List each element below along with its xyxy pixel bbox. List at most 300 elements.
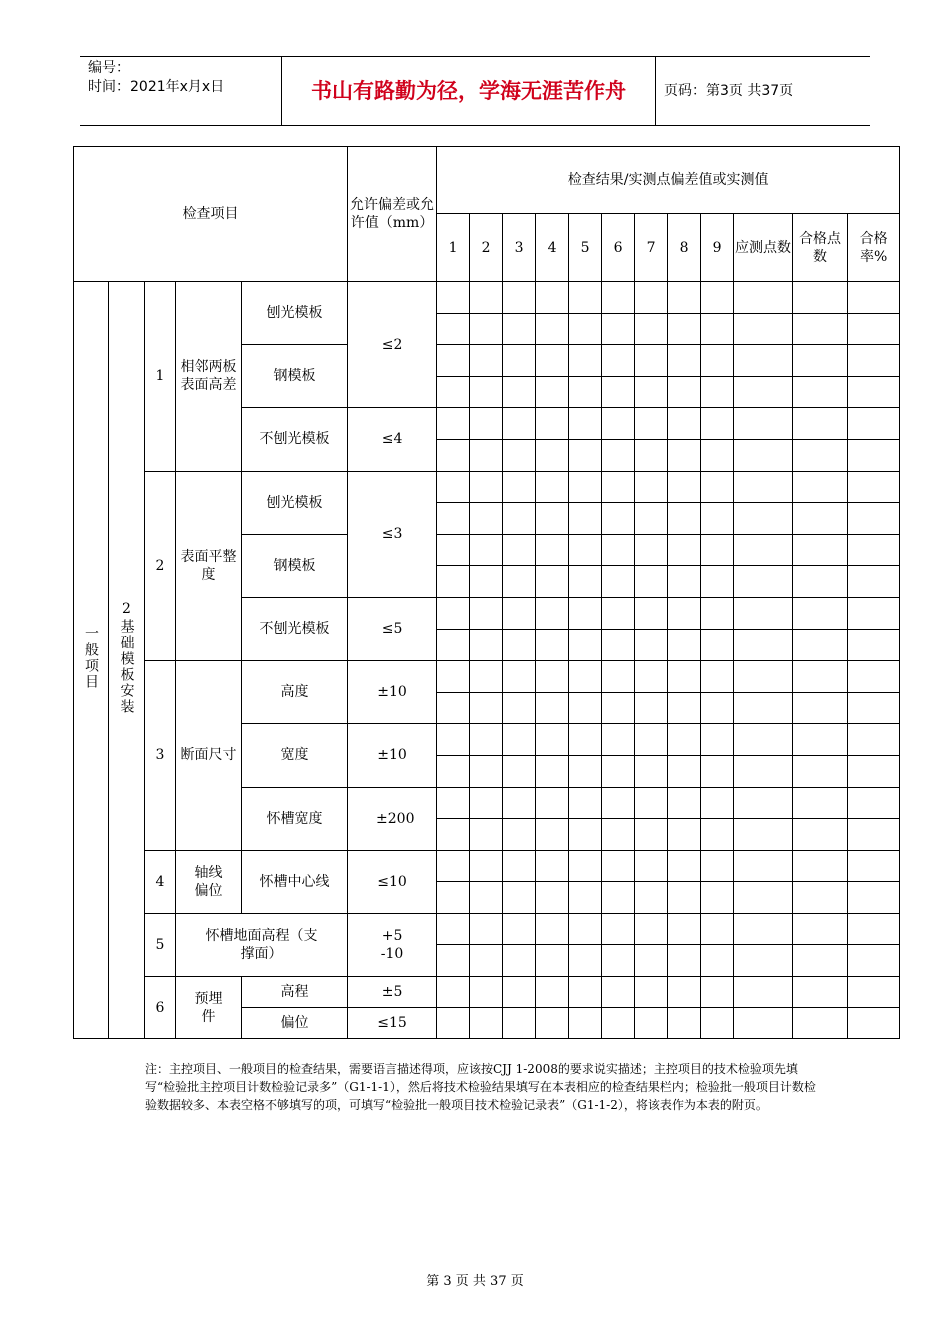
result-cell[interactable] <box>437 597 470 629</box>
result-cell[interactable] <box>848 345 900 377</box>
result-cell[interactable] <box>734 977 793 1008</box>
result-cell[interactable] <box>635 850 668 882</box>
result-cell[interactable] <box>734 850 793 882</box>
result-cell[interactable] <box>569 408 602 440</box>
result-cell[interactable] <box>569 755 602 787</box>
result-cell[interactable] <box>701 882 734 914</box>
result-cell[interactable] <box>668 850 701 882</box>
result-cell[interactable] <box>470 408 503 440</box>
result-cell[interactable] <box>503 755 536 787</box>
result-cell[interactable] <box>569 945 602 977</box>
header-point-3: 3 <box>503 214 536 282</box>
result-cell[interactable] <box>536 755 569 787</box>
result-cell[interactable] <box>569 345 602 377</box>
result-cell[interactable] <box>635 629 668 661</box>
result-cell[interactable] <box>793 629 848 661</box>
result-cell[interactable] <box>437 787 470 819</box>
result-cell[interactable] <box>536 945 569 977</box>
result-cell[interactable] <box>793 534 848 566</box>
result-cell[interactable] <box>437 977 470 1008</box>
result-cell[interactable] <box>734 945 793 977</box>
result-cell[interactable] <box>470 661 503 693</box>
result-cell[interactable] <box>437 945 470 977</box>
result-cell[interactable] <box>668 471 701 503</box>
result-cell[interactable] <box>602 313 635 345</box>
result-cell[interactable] <box>734 597 793 629</box>
result-cell[interactable] <box>701 787 734 819</box>
result-cell[interactable] <box>602 439 635 471</box>
result-cell[interactable] <box>569 787 602 819</box>
result-cell[interactable] <box>602 566 635 598</box>
result-cell[interactable] <box>470 692 503 724</box>
result-cell[interactable] <box>848 787 900 819</box>
result-cell[interactable] <box>470 945 503 977</box>
result-cell[interactable] <box>793 566 848 598</box>
result-cell[interactable] <box>734 913 793 945</box>
result-cell[interactable] <box>470 345 503 377</box>
header-point-9: 9 <box>701 214 734 282</box>
result-cell[interactable] <box>734 819 793 851</box>
result-cell[interactable] <box>503 819 536 851</box>
result-cell[interactable] <box>635 597 668 629</box>
result-cell[interactable] <box>793 313 848 345</box>
result-cell[interactable] <box>569 503 602 535</box>
result-cell[interactable] <box>793 376 848 408</box>
result-cell[interactable] <box>602 977 635 1008</box>
result-cell[interactable] <box>602 376 635 408</box>
result-cell[interactable] <box>503 913 536 945</box>
result-cell[interactable] <box>635 787 668 819</box>
result-cell[interactable] <box>793 913 848 945</box>
result-cell[interactable] <box>793 755 848 787</box>
result-cell[interactable] <box>437 882 470 914</box>
result-cell[interactable] <box>503 692 536 724</box>
result-cell[interactable] <box>701 376 734 408</box>
result-cell[interactable] <box>437 439 470 471</box>
result-cell[interactable] <box>701 408 734 440</box>
result-cell[interactable] <box>668 692 701 724</box>
result-cell[interactable] <box>536 503 569 535</box>
result-cell[interactable] <box>437 408 470 440</box>
result-cell[interactable] <box>734 282 793 314</box>
page-header <box>80 56 870 126</box>
result-cell[interactable] <box>536 724 569 756</box>
result-cell[interactable] <box>470 282 503 314</box>
result-cell[interactable] <box>848 755 900 787</box>
result-cell[interactable] <box>470 850 503 882</box>
result-cell[interactable] <box>793 471 848 503</box>
result-cell[interactable] <box>536 977 569 1008</box>
result-cell[interactable] <box>635 755 668 787</box>
result-cell[interactable] <box>668 882 701 914</box>
result-cell[interactable] <box>437 850 470 882</box>
result-cell[interactable] <box>536 850 569 882</box>
result-cell[interactable] <box>734 471 793 503</box>
result-cell[interactable] <box>470 1008 503 1039</box>
result-cell[interactable] <box>734 629 793 661</box>
result-cell[interactable] <box>848 439 900 471</box>
result-cell[interactable] <box>848 566 900 598</box>
result-cell[interactable] <box>848 282 900 314</box>
result-cell[interactable] <box>848 503 900 535</box>
result-cell[interactable] <box>701 566 734 598</box>
result-cell[interactable] <box>734 313 793 345</box>
result-cell[interactable] <box>503 945 536 977</box>
result-cell[interactable] <box>848 534 900 566</box>
result-cell[interactable] <box>848 471 900 503</box>
footnote: 注：主控项目、一般项目的检查结果，需要语言描述得项，应该按CJJ 1-2008的要求说实描述；主控项目的技术检验项先填写“检验批主控项目计数检验记录多”（G1-1-1），然后将技术检验结果填写在本表相应的检查结果栏内；检验批一般项目计数检验数据较多、本表空格不够填写的项，可填写“检验批一般项目技术检验记录表”（G1-1-2），将该表作为本表的附页。 <box>145 1062 816 1112</box>
result-cell[interactable] <box>569 692 602 724</box>
result-cell[interactable] <box>437 755 470 787</box>
result-cell[interactable] <box>848 882 900 914</box>
result-cell[interactable] <box>437 724 470 756</box>
sub-item: 钢模板 <box>242 534 348 597</box>
result-cell[interactable] <box>569 629 602 661</box>
result-cell[interactable] <box>668 755 701 787</box>
result-cell[interactable] <box>734 408 793 440</box>
result-cell[interactable] <box>848 850 900 882</box>
result-cell[interactable] <box>437 534 470 566</box>
result-cell[interactable] <box>793 408 848 440</box>
result-cell[interactable] <box>734 503 793 535</box>
result-cell[interactable] <box>734 439 793 471</box>
result-cell[interactable] <box>734 534 793 566</box>
result-cell[interactable] <box>848 977 900 1008</box>
result-cell[interactable] <box>569 724 602 756</box>
result-cell[interactable] <box>635 345 668 377</box>
result-cell[interactable] <box>701 1008 734 1039</box>
result-cell[interactable] <box>503 439 536 471</box>
result-cell[interactable] <box>536 629 569 661</box>
result-cell[interactable] <box>635 503 668 535</box>
result-cell[interactable] <box>701 471 734 503</box>
result-cell[interactable] <box>569 282 602 314</box>
result-cell[interactable] <box>602 282 635 314</box>
result-cell[interactable] <box>635 313 668 345</box>
result-cell[interactable] <box>793 503 848 535</box>
result-cell[interactable] <box>602 629 635 661</box>
result-cell[interactable] <box>437 282 470 314</box>
result-cell[interactable] <box>602 534 635 566</box>
result-cell[interactable] <box>470 629 503 661</box>
result-cell[interactable] <box>536 819 569 851</box>
result-cell[interactable] <box>503 1008 536 1039</box>
result-cell[interactable] <box>668 503 701 535</box>
result-cell[interactable] <box>470 819 503 851</box>
result-cell[interactable] <box>602 345 635 377</box>
result-cell[interactable] <box>602 755 635 787</box>
result-cell[interactable] <box>701 977 734 1008</box>
result-cell[interactable] <box>602 787 635 819</box>
result-cell[interactable] <box>470 977 503 1008</box>
result-cell[interactable] <box>437 376 470 408</box>
result-cell[interactable] <box>668 977 701 1008</box>
result-cell[interactable] <box>635 439 668 471</box>
result-cell[interactable] <box>848 661 900 693</box>
result-cell[interactable] <box>635 819 668 851</box>
result-cell[interactable] <box>569 819 602 851</box>
result-cell[interactable] <box>668 629 701 661</box>
result-cell[interactable] <box>602 692 635 724</box>
result-cell[interactable] <box>536 408 569 440</box>
result-cell[interactable] <box>635 882 668 914</box>
result-cell[interactable] <box>635 1008 668 1039</box>
result-cell[interactable] <box>793 977 848 1008</box>
result-cell[interactable] <box>503 566 536 598</box>
result-cell[interactable] <box>536 566 569 598</box>
result-cell[interactable] <box>848 408 900 440</box>
result-cell[interactable] <box>536 661 569 693</box>
result-cell[interactable] <box>734 692 793 724</box>
result-cell[interactable] <box>569 1008 602 1039</box>
result-cell[interactable] <box>503 882 536 914</box>
sub-item: 不刨光模板 <box>242 408 348 471</box>
result-cell[interactable] <box>734 724 793 756</box>
result-cell[interactable] <box>470 439 503 471</box>
result-cell[interactable] <box>437 566 470 598</box>
result-cell[interactable] <box>701 629 734 661</box>
result-cell[interactable] <box>602 503 635 535</box>
result-cell[interactable] <box>668 345 701 377</box>
result-cell[interactable] <box>793 345 848 377</box>
result-cell[interactable] <box>701 724 734 756</box>
result-cell[interactable] <box>536 345 569 377</box>
result-cell[interactable] <box>793 945 848 977</box>
result-cell[interactable] <box>701 345 734 377</box>
result-cell[interactable] <box>536 597 569 629</box>
result-cell[interactable] <box>470 787 503 819</box>
result-cell[interactable] <box>602 661 635 693</box>
result-cell[interactable] <box>536 282 569 314</box>
result-cell[interactable] <box>569 977 602 1008</box>
result-cell[interactable] <box>848 724 900 756</box>
result-cell[interactable] <box>701 913 734 945</box>
result-cell[interactable] <box>635 724 668 756</box>
result-cell[interactable] <box>701 313 734 345</box>
sub-item: 刨光模板 <box>242 471 348 534</box>
result-cell[interactable] <box>701 534 734 566</box>
result-cell[interactable] <box>470 913 503 945</box>
result-cell[interactable] <box>848 945 900 977</box>
result-cell[interactable] <box>470 376 503 408</box>
result-cell[interactable] <box>503 661 536 693</box>
result-cell[interactable] <box>437 913 470 945</box>
result-cell[interactable] <box>848 819 900 851</box>
result-cell[interactable] <box>569 439 602 471</box>
result-cell[interactable] <box>602 1008 635 1039</box>
result-cell[interactable] <box>701 439 734 471</box>
result-cell[interactable] <box>668 439 701 471</box>
result-cell[interactable] <box>503 629 536 661</box>
result-cell[interactable] <box>668 376 701 408</box>
result-cell[interactable] <box>734 882 793 914</box>
result-cell[interactable] <box>793 850 848 882</box>
result-cell[interactable] <box>503 408 536 440</box>
result-cell[interactable] <box>437 313 470 345</box>
result-cell[interactable] <box>668 661 701 693</box>
result-cell[interactable] <box>602 850 635 882</box>
header-point-6: 6 <box>602 214 635 282</box>
result-cell[interactable] <box>701 692 734 724</box>
result-cell[interactable] <box>701 850 734 882</box>
result-cell[interactable] <box>470 471 503 503</box>
result-cell[interactable] <box>848 1008 900 1039</box>
result-cell[interactable] <box>470 313 503 345</box>
result-cell[interactable] <box>569 471 602 503</box>
result-cell[interactable] <box>569 566 602 598</box>
result-cell[interactable] <box>437 692 470 724</box>
result-cell[interactable] <box>602 597 635 629</box>
result-cell[interactable] <box>536 376 569 408</box>
result-cell[interactable] <box>536 534 569 566</box>
result-cell[interactable] <box>536 882 569 914</box>
result-cell[interactable] <box>668 819 701 851</box>
result-cell[interactable] <box>503 597 536 629</box>
result-cell[interactable] <box>848 629 900 661</box>
result-cell[interactable] <box>668 282 701 314</box>
result-cell[interactable] <box>536 439 569 471</box>
result-cell[interactable] <box>793 724 848 756</box>
result-cell[interactable] <box>701 819 734 851</box>
result-cell[interactable] <box>569 882 602 914</box>
result-cell[interactable] <box>437 629 470 661</box>
result-cell[interactable] <box>503 977 536 1008</box>
result-cell[interactable] <box>668 787 701 819</box>
result-cell[interactable] <box>668 566 701 598</box>
result-cell[interactable] <box>635 376 668 408</box>
result-cell[interactable] <box>668 724 701 756</box>
result-cell[interactable] <box>437 471 470 503</box>
result-cell[interactable] <box>635 282 668 314</box>
result-cell[interactable] <box>536 692 569 724</box>
result-cell[interactable] <box>668 597 701 629</box>
result-cell[interactable] <box>848 597 900 629</box>
result-cell[interactable] <box>470 882 503 914</box>
result-cell[interactable] <box>470 503 503 535</box>
result-cell[interactable] <box>668 1008 701 1039</box>
result-cell[interactable] <box>503 376 536 408</box>
result-cell[interactable] <box>793 1008 848 1039</box>
result-cell[interactable] <box>668 945 701 977</box>
result-cell[interactable] <box>602 945 635 977</box>
result-cell[interactable] <box>536 471 569 503</box>
result-cell[interactable] <box>635 945 668 977</box>
result-cell[interactable] <box>470 534 503 566</box>
result-cell[interactable] <box>635 471 668 503</box>
result-cell[interactable] <box>569 661 602 693</box>
result-cell[interactable] <box>635 977 668 1008</box>
result-cell[interactable] <box>734 566 793 598</box>
result-cell[interactable] <box>503 471 536 503</box>
result-cell[interactable] <box>793 692 848 724</box>
result-cell[interactable] <box>503 282 536 314</box>
result-cell[interactable] <box>793 882 848 914</box>
result-cell[interactable] <box>701 945 734 977</box>
result-cell[interactable] <box>503 724 536 756</box>
result-cell[interactable] <box>793 439 848 471</box>
result-cell[interactable] <box>503 345 536 377</box>
result-cell[interactable] <box>734 345 793 377</box>
result-cell[interactable] <box>602 408 635 440</box>
result-cell[interactable] <box>793 787 848 819</box>
result-cell[interactable] <box>536 313 569 345</box>
result-cell[interactable] <box>793 819 848 851</box>
result-cell[interactable] <box>734 1008 793 1039</box>
result-cell[interactable] <box>668 313 701 345</box>
result-cell[interactable] <box>848 376 900 408</box>
group-name: 预埋件 <box>176 977 242 1039</box>
result-cell[interactable] <box>569 313 602 345</box>
result-cell[interactable] <box>569 850 602 882</box>
result-cell[interactable] <box>503 313 536 345</box>
group-name: 表面平整度 <box>176 471 242 661</box>
result-cell[interactable] <box>734 755 793 787</box>
result-cell[interactable] <box>602 819 635 851</box>
result-cell[interactable] <box>503 850 536 882</box>
result-cell[interactable] <box>635 913 668 945</box>
result-cell[interactable] <box>437 345 470 377</box>
result-cell[interactable] <box>635 692 668 724</box>
result-cell[interactable] <box>793 597 848 629</box>
result-cell[interactable] <box>668 534 701 566</box>
result-cell[interactable] <box>793 661 848 693</box>
result-cell[interactable] <box>635 566 668 598</box>
result-cell[interactable] <box>734 376 793 408</box>
result-cell[interactable] <box>635 408 668 440</box>
result-cell[interactable] <box>470 566 503 598</box>
result-cell[interactable] <box>701 503 734 535</box>
sub-item: 怀槽宽度 <box>242 787 348 850</box>
result-cell[interactable] <box>437 819 470 851</box>
result-cell[interactable] <box>437 1008 470 1039</box>
result-cell[interactable] <box>793 282 848 314</box>
result-cell[interactable] <box>701 597 734 629</box>
header-item: 检查项目 <box>74 147 348 282</box>
result-cell[interactable] <box>635 534 668 566</box>
result-cell[interactable] <box>470 724 503 756</box>
result-cell[interactable] <box>569 597 602 629</box>
result-cell[interactable] <box>734 787 793 819</box>
result-cell[interactable] <box>602 724 635 756</box>
result-cell[interactable] <box>569 534 602 566</box>
result-cell[interactable] <box>701 282 734 314</box>
result-cell[interactable] <box>503 534 536 566</box>
result-cell[interactable] <box>701 661 734 693</box>
result-cell[interactable] <box>668 408 701 440</box>
result-cell[interactable] <box>668 913 701 945</box>
result-cell[interactable] <box>470 597 503 629</box>
result-cell[interactable] <box>602 471 635 503</box>
result-cell[interactable] <box>734 661 793 693</box>
result-cell[interactable] <box>503 787 536 819</box>
result-cell[interactable] <box>602 882 635 914</box>
result-cell[interactable] <box>848 313 900 345</box>
result-cell[interactable] <box>536 1008 569 1039</box>
result-cell[interactable] <box>437 503 470 535</box>
result-cell[interactable] <box>848 913 900 945</box>
result-cell[interactable] <box>536 913 569 945</box>
result-cell[interactable] <box>569 376 602 408</box>
result-cell[interactable] <box>602 913 635 945</box>
result-cell[interactable] <box>701 755 734 787</box>
result-cell[interactable] <box>569 913 602 945</box>
result-cell[interactable] <box>536 787 569 819</box>
result-cell[interactable] <box>635 661 668 693</box>
result-cell[interactable] <box>503 503 536 535</box>
result-cell[interactable] <box>470 755 503 787</box>
result-cell[interactable] <box>848 692 900 724</box>
result-cell[interactable] <box>437 661 470 693</box>
